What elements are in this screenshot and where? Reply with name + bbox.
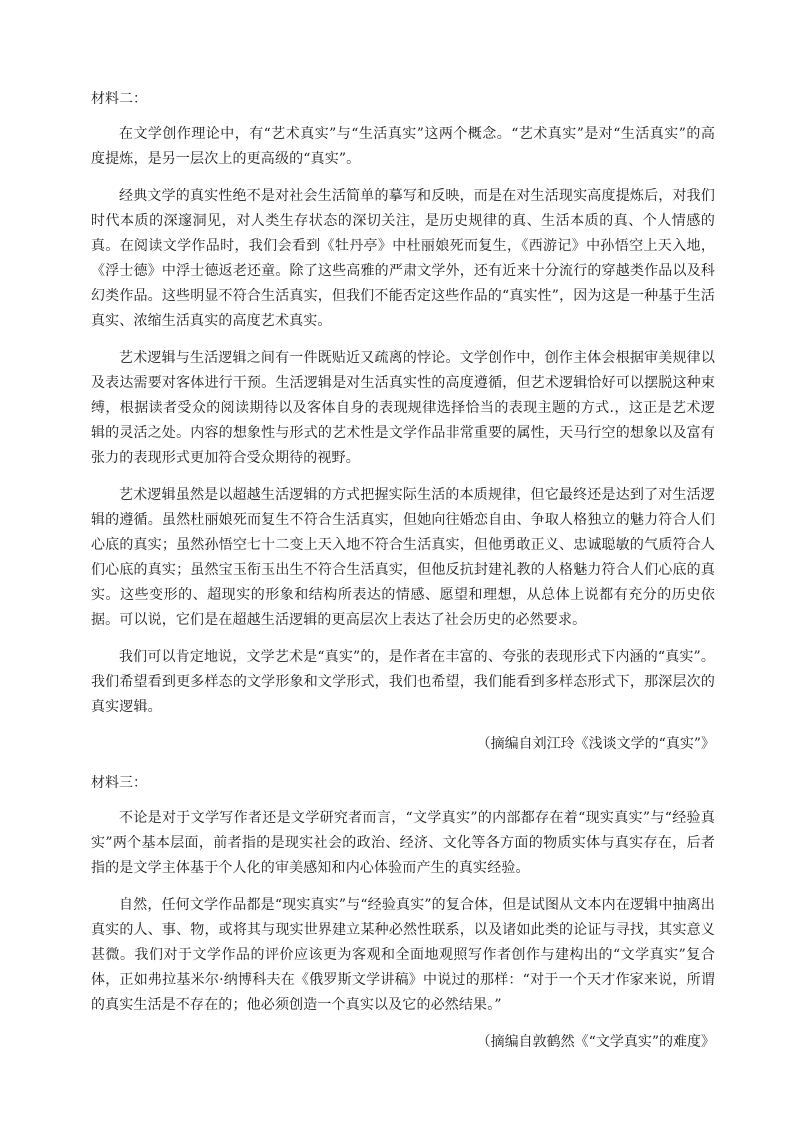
source-attribution: （摘编自刘江玲《浅谈文学的“真实”》 (476, 736, 715, 752)
section-heading-3: 材料三： (91, 775, 147, 791)
paragraph: 我们可以肯定地说，文学艺术是“真实”的，是作者在丰富的、夸张的表现形式下内涵的“真实”。我们希望看到更多样态的文学形象和文学形式，我们也希望，我们能看到多样态形式下，那深层次的真实逻辑。 (91, 649, 715, 715)
source-attribution: （摘编自敦鹤然《“文学真实”的难度》 (476, 1034, 715, 1050)
section-heading-2: 材料二： (91, 91, 147, 107)
paragraph: 艺术逻辑与生活逻辑之间有一件既贴近又疏离的悖论。文学创作中，创作主体会根据审美规律以及表达需要对客体进行干预。生活逻辑是对生活真实性的高度遵循，但艺术逻辑恰好可以摆脱这种束缚，根据读者受众的阅读期待以及客体自身的表现规律选择恰当的表现主题的方式.，这正是艺术逻辑的灵活之处。内容的想象性与形式的艺术性是文学作品非常重要的属性，天马行空的想象以及富有张力的表现形式更加符合受众期待的视野。 (91, 350, 715, 466)
paragraph: 经典文学的真实性绝不是对社会生活简单的摹写和反映，而是在对生活现实高度提炼后，对我们时代本质的深邃洞见，对人类生存状态的深切关注，是历史规律的真、生活本质的真、个人情感的真。在阅读文学作品时，我们会看到《牡丹亭》中杜丽娘死而复生，《西游记》中孙悟空上天入地，《浮士德》中浮士德返老还童。除了这些高雅的严肃文学外，还有近来十分流行的穿越类作品以及科幻类作品。这些明显不符合生活真实，但我们不能否定这些作品的“真实性”，因为这是一种基于生活真实、浓缩生活真实的高度艺术真实。 (91, 188, 715, 329)
paragraph: 在文学创作理论中，有“艺术真实”与“生活真实”这两个概念。“艺术真实”是对“生活真实”的高度提炼，是另一层次上的更高级的“真实”。 (91, 126, 715, 167)
paragraph: 自然，任何文学作品都是“现实真实”与“经验真实”的复合体，但是试图从文本内在逻辑中抽离出真实的人、事、物，或将其与现实世界建立某种必然性联系，以及诸如此类的论证与寻找，其实意义甚微。我们对于文学作品的评价应该更为客观和全面地观照写作者创作与建构出的“文学真实”复合体，正如弗拉基米尔·纳博科夫在《俄罗斯文学讲稿》中说过的那样：“对于一个天才作家来说，所谓的真实生活是不存在的；他必须创造一个真实以及它的必然结果。” (91, 897, 715, 1013)
paragraph: 艺术逻辑虽然是以超越生活逻辑的方式把握实际生活的本质规律，但它最终还是达到了对生活逻辑的遵循。虽然杜丽娘死而复生不符合生活真实，但她向往婚恋自由、争取人格独立的魅力符合人们心底的真实；虽然孙悟空七十二变上天入地不符合生活真实，但他勇敢正义、忠诚聪敏的气质符合人们心底的真实；虽然宝玉衔玉出生不符合生活真实，但他反抗封建礼教的人格魅力符合人们心底的真实。这些变形的、超现实的形象和结构所表达的情感、愿望和理想，从总体上说都有充分的历史依据。可以说，它们是在超越生活逻辑的更高层次上表达了社会历史的必然要求。 (91, 487, 715, 628)
document-body (91, 87, 715, 1055)
paragraph: 不论是对于文学写作者还是文学研究者而言，“文学真实”的内部都存在着“现实真实”与“经验真实”两个基本层面，前者指的是现实社会的政治、经济、文化等各方面的物质实体与真实存在，后者指的是文学主体基于个人化的审美感知和内心体验而产生的真实经验。 (91, 810, 715, 876)
